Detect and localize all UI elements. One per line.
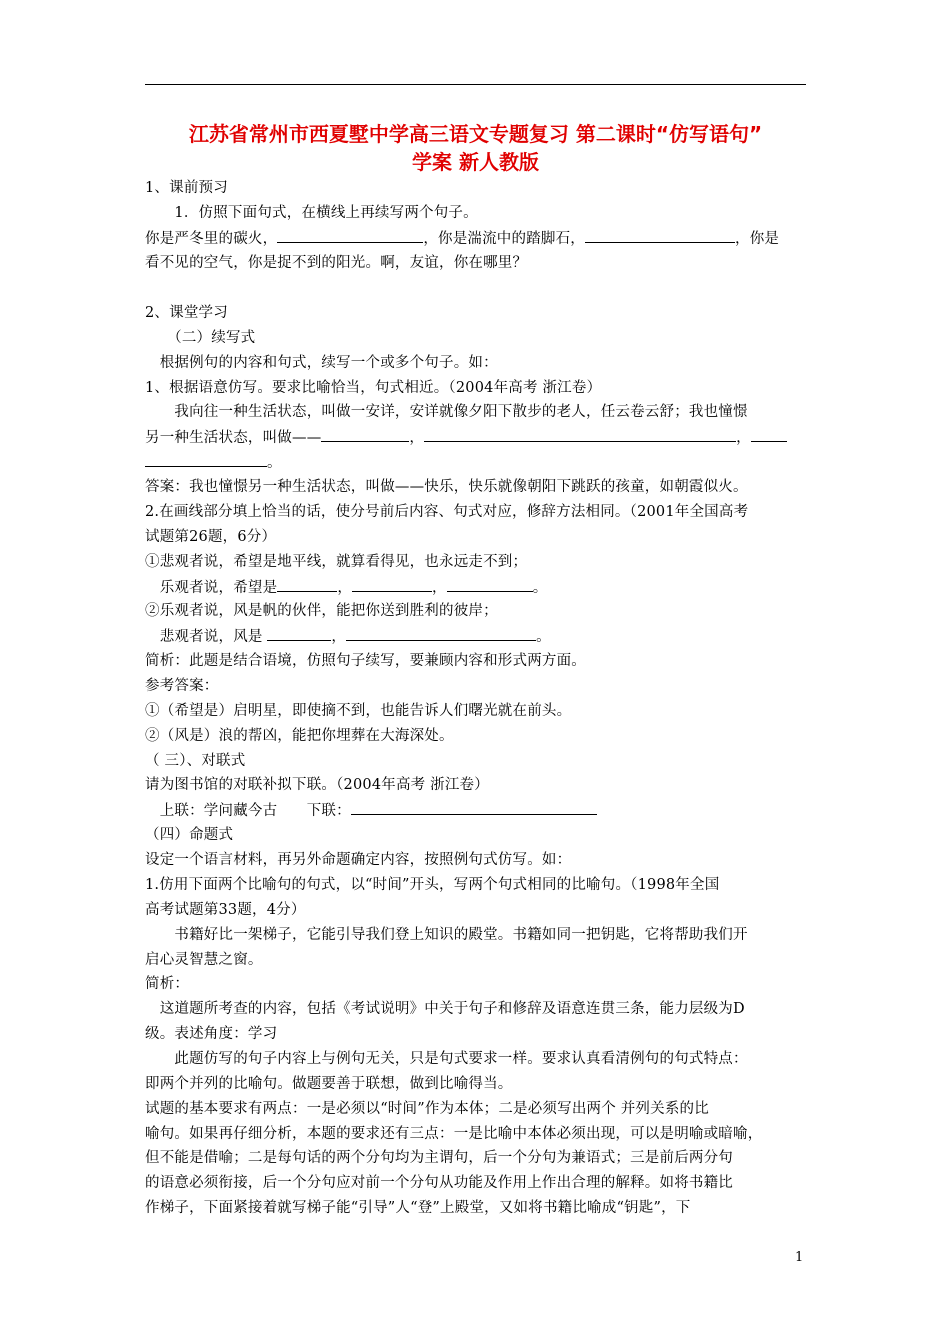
answer-blank bbox=[145, 452, 267, 467]
text-line: 1、课前预习 bbox=[145, 180, 228, 196]
text-segment: 悲观者说，风是 bbox=[145, 629, 268, 645]
text-line: 试题第26题，6分） bbox=[145, 529, 277, 545]
text-line: 简析：此题是结合语境，仿照句子续写，要兼顾内容和形式两方面。 bbox=[145, 653, 586, 669]
text-segment: 。 bbox=[267, 455, 282, 471]
header-rule bbox=[145, 84, 806, 85]
text-line: 2.在画线部分填上恰当的话，使分号前后内容、句式对应，修辞方法相同。（2001年全国高考 bbox=[145, 504, 749, 520]
text-line: 启心灵智慧之窗。 bbox=[145, 952, 263, 968]
text-segment: 另一种生活状态，叫做—— bbox=[145, 430, 322, 446]
fill-line bbox=[145, 427, 787, 448]
fill-line bbox=[145, 800, 597, 821]
text-line: 看不见的空气，你是捉不到的阳光。啊，友谊，你在哪里？ bbox=[145, 255, 528, 271]
text-segment: ， bbox=[736, 430, 751, 446]
text-segment: ， bbox=[331, 629, 347, 645]
text-segment: 上联：学问藏今古 下联： bbox=[145, 803, 351, 819]
answer-blank bbox=[351, 800, 597, 815]
text-line: ①（希望是）启明星，即使摘不到，也能告诉人们曙光就在前头。 bbox=[145, 703, 572, 719]
text-line: 简析： bbox=[145, 976, 190, 992]
text-segment: ，你是湍流中的踏脚石， bbox=[423, 231, 586, 247]
text-line: 2、课堂学习 bbox=[145, 305, 228, 321]
text-line: 1、根据语意仿写。要求比喻恰当，句式相近。（2004年高考 浙江卷） bbox=[145, 380, 602, 396]
fill-line bbox=[145, 228, 779, 249]
fill-line bbox=[145, 452, 282, 473]
doc-title-line2: 学案 新人教版 bbox=[412, 150, 539, 174]
text-segment: ， bbox=[409, 430, 425, 446]
text-line: 我向往一种生活状态，叫做一安详，安详就像夕阳下散步的老人，任云卷云舒；我也憧憬 bbox=[145, 404, 748, 420]
answer-blank bbox=[277, 228, 423, 243]
text-line: 请为图书馆的对联补拟下联。（2004年高考 浙江卷） bbox=[145, 777, 489, 793]
answer-blank bbox=[585, 228, 735, 243]
answer-blank bbox=[424, 427, 736, 442]
text-line: 喻句。如果再仔细分析，本题的要求还有三点：一是比喻中本体必须出现，可以是明喻或暗喻， bbox=[145, 1126, 763, 1142]
answer-blank bbox=[352, 577, 432, 592]
answer-blank bbox=[321, 427, 409, 442]
answer-blank bbox=[277, 577, 337, 592]
text-line: ①悲观者说，希望是地平线，就算看得见，也永远走不到； bbox=[145, 554, 528, 570]
text-line: 试题的基本要求有两点：一是必须以“时间”作为本体；二是必须写出两个 并列关系的比 bbox=[145, 1101, 709, 1117]
answer-blank bbox=[267, 626, 331, 641]
text-line: 但不能是借喻；二是每句话的两个分句均为主谓句，后一个分句为兼语式；三是前后两分句 bbox=[145, 1150, 733, 1166]
text-line: 1.仿用下面两个比喻句的句式，以“时间”开头，写两个句式相同的比喻句。（1998年全国 bbox=[145, 877, 720, 893]
text-line: 这道题所考查的内容，包括《考试说明》中关于句子和修辞及语意连贯三条，能力层级为D bbox=[145, 1001, 745, 1017]
text-line: （ 三）、对联式 bbox=[145, 753, 246, 769]
fill-line bbox=[145, 577, 547, 598]
text-line: 的语意必须衔接，后一个分句应对前一个分句从功能及作用上作出合理的解释。如将书籍比 bbox=[145, 1175, 733, 1191]
text-line: ②乐观者说，风是帆的伙伴，能把你送到胜利的彼岸； bbox=[145, 603, 498, 619]
text-line: 书籍好比一架梯子，它能引导我们登上知识的殿堂。书籍如同一把钥匙，它将帮助我们开 bbox=[145, 927, 748, 943]
text-line: 作梯子，下面紧接着就写梯子能“引导”人“登”上殿堂，又如将书籍比喻成“钥匙”，下 bbox=[145, 1200, 691, 1216]
text-line: 答案：我也憧憬另一种生活状态，叫做——快乐，快乐就像朝阳下跳跃的孩童，如朝霞似火。 bbox=[145, 479, 748, 495]
answer-blank bbox=[751, 427, 787, 442]
text-segment: 。 bbox=[536, 629, 551, 645]
text-line: （二）续写式 bbox=[145, 330, 256, 346]
text-line: 此题仿写的句子内容上与例句无关，只是句式要求一样。要求认真看清例句的句式特点： bbox=[145, 1051, 748, 1067]
text-segment: ， bbox=[337, 580, 353, 596]
doc-title-line1: 江苏省常州市西夏墅中学高三语文专题复习 第二课时“仿写语句” bbox=[188, 122, 763, 146]
answer-blank bbox=[346, 626, 536, 641]
text-line: 根据例句的内容和句式，续写一个或多个句子。如： bbox=[145, 355, 498, 371]
page-number: 1 bbox=[795, 1250, 804, 1265]
text-line: 级。表述角度：学习 bbox=[145, 1026, 278, 1042]
answer-blank bbox=[447, 577, 533, 592]
text-line: 即两个并列的比喻句。做题要善于联想，做到比喻得当。 bbox=[145, 1076, 513, 1092]
text-segment: 乐观者说，希望是 bbox=[145, 580, 278, 596]
text-line: ②（风是）浪的帮凶，能把你埋葬在大海深处。 bbox=[145, 728, 454, 744]
text-segment: ，你是 bbox=[735, 231, 780, 247]
text-line: 1．仿照下面句式，在横线上再续写两个句子。 bbox=[145, 205, 478, 221]
text-segment: ， bbox=[432, 580, 447, 596]
text-line: （四）命题式 bbox=[145, 827, 234, 843]
text-segment: 。 bbox=[532, 580, 548, 596]
text-line: 高考试题第33题，4分） bbox=[145, 902, 306, 918]
text-segment: 你是严冬里的碳火， bbox=[145, 231, 278, 247]
text-line: 参考答案： bbox=[145, 678, 219, 694]
fill-line bbox=[145, 626, 551, 647]
text-line: 设定一个语言材料，再另外命题确定内容，按照例句式仿写。如： bbox=[145, 852, 572, 868]
